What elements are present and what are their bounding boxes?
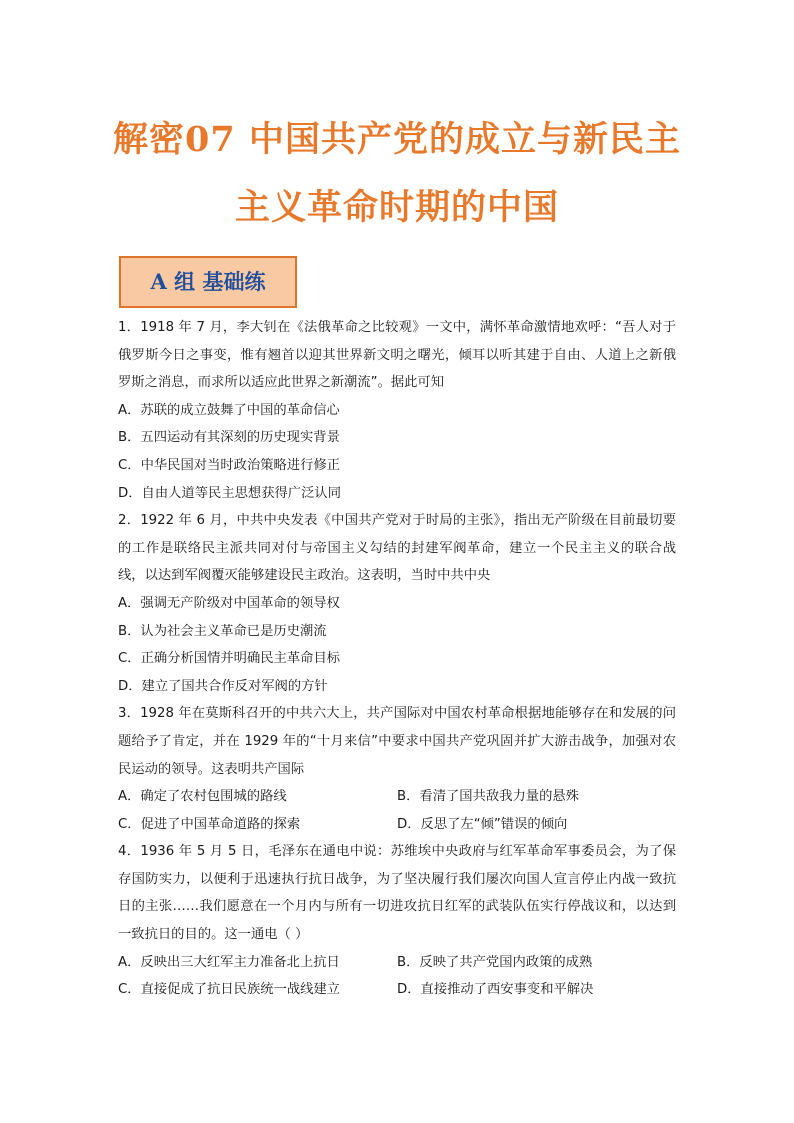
option-c: C．促进了中国革命道路的探索 bbox=[118, 816, 301, 832]
question-2 bbox=[118, 507, 676, 700]
question-stem: 1．1918 年 7 月，李大钊在《法俄革命之比较观》一文中，满怀革命激情地欢呼：“吾人对于俄罗斯今日之事变，惟有翘首以迎其世界新文明之曙光，倾耳以听其建于自由、人道上之新俄罗斯之消息，而求所以适应此世界之新潮流”。据此可知 bbox=[118, 320, 676, 391]
option-c: C．正确分析国情并明确民主革命目标 bbox=[118, 651, 341, 667]
option-d: D．自由人道等民主思想获得广泛认同 bbox=[118, 485, 341, 501]
option-a: A．确定了农村包围城的路线 bbox=[118, 789, 287, 805]
question-stem: 4．1936 年 5 月 5 日，毛泽东在通电中说：苏维埃中央政府与红军革命军事委员会，为了保存国防实力，以便利于迅速执行抗日战争，为了坚决履行我们屡次向国人宣言停止内战一致抗日的主张……我们愿意在一个月内与所有一切进攻抗日红军的武装队伍实行停战议和，以达到一致抗日的目的。这一通电（ ） bbox=[118, 844, 676, 943]
option-row bbox=[118, 949, 676, 977]
option-a: A．苏联的成立鼓舞了中国的革命信心 bbox=[118, 402, 340, 418]
option-a: A．强调无产阶级对中国革命的领导权 bbox=[118, 595, 340, 611]
option-c: C．中华民国对当时政治策略进行修正 bbox=[118, 457, 341, 473]
option-d: D．建立了国共合作反对军阀的方针 bbox=[118, 678, 328, 694]
page-title-line-1: 解密07 中国共产党的成立与新民主 bbox=[113, 119, 681, 160]
option-b: B．看清了国共敌我力量的悬殊 bbox=[397, 789, 579, 805]
question-stem: 2．1922 年 6 月，中共中央发表《中国共产党对于时局的主张》，指出无产阶级在目前最切要的工作是联络民主派共同对付与帝国主义勾结的封建军阀革命，建立一个民主主义的联合战线，以达到军阀覆灭能够建设民主政治。这表明，当时中共中央 bbox=[118, 513, 676, 584]
option-b: B．五四运动有其深刻的历史现实背景 bbox=[118, 430, 340, 446]
section-header bbox=[119, 256, 297, 308]
question-1 bbox=[118, 314, 676, 507]
option-row bbox=[118, 811, 676, 839]
option-row bbox=[118, 783, 676, 811]
questions-list bbox=[118, 314, 676, 1004]
option-d: D．反思了左“倾”错误的倾向 bbox=[397, 816, 568, 832]
option-a: A．反映出三大红军主力准备北上抗日 bbox=[118, 954, 340, 970]
question-3 bbox=[118, 700, 676, 838]
option-row bbox=[118, 976, 676, 1004]
page-title-line-2: 主义革命时期的中国 bbox=[234, 187, 559, 228]
question-4 bbox=[118, 838, 676, 1004]
option-b: B．反映了共产党国内政策的成熟 bbox=[397, 954, 593, 970]
question-stem: 3．1928 年在莫斯科召开的中共六大上，共产国际对中国农村革命根据地能够存在和发展的问题给予了肯定，并在 1929 年的“十月来信”中要求中国共产党巩固并扩大游击战争，加强对农民运动的领导。这表明共产国际 bbox=[118, 706, 676, 777]
option-d: D．直接推动了西安事变和平解决 bbox=[397, 982, 594, 998]
option-b: B．认为社会主义革命已是历史潮流 bbox=[118, 623, 327, 639]
option-c: C．直接促成了抗日民族统一战线建立 bbox=[118, 982, 341, 998]
section-label: A 组 基础练 bbox=[150, 269, 266, 294]
